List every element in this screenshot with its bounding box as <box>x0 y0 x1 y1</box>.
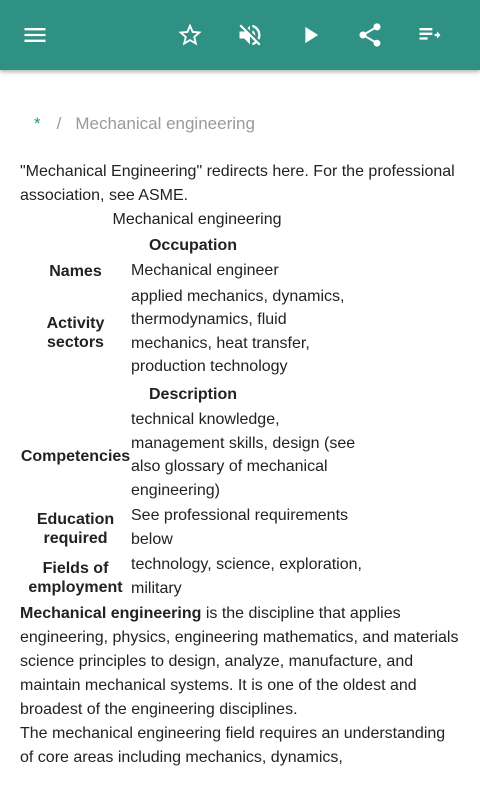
infobox-section-occupation: Occupation <box>148 236 237 254</box>
infobox-row <box>20 285 366 381</box>
play-icon[interactable] <box>290 15 330 55</box>
infobox-section-description: Description <box>148 385 237 403</box>
breadcrumb-home-link[interactable]: * <box>34 114 41 133</box>
breadcrumb <box>34 114 255 134</box>
infobox <box>20 208 366 602</box>
playlist-icon[interactable] <box>410 15 450 55</box>
infobox-row <box>20 408 366 504</box>
infobox-row <box>20 504 366 553</box>
infobox-value: technical knowledge, management skills, design (see also glossary of mechanical engineering) <box>131 411 356 499</box>
volume-off-icon[interactable] <box>230 15 270 55</box>
infobox-label: Activity sectors <box>46 314 105 351</box>
intro-paragraph <box>20 602 462 722</box>
hatnote: "Mechanical Engineering" redirects here. For the professional association, see ASME. <box>20 163 455 204</box>
app-toolbar <box>0 0 480 70</box>
infobox-label: Names <box>49 263 102 281</box>
intro-text: is the discipline that applies engineering, physics, engineering mathematics, and materials science principles to design, analyze, manufacture, and maintain mechanical systems. It is one of the oldest and broadest of the engineering disciplines. <box>20 605 459 718</box>
infobox-caption: Mechanical engineering <box>112 211 282 228</box>
infobox-label: Education required <box>36 510 115 547</box>
infobox-value: Mechanical engineer <box>131 262 279 279</box>
breadcrumb-current: Mechanical engineering <box>75 114 255 133</box>
infobox-row <box>20 553 366 602</box>
breadcrumb-separator: / <box>56 114 62 133</box>
infobox-value: technology, science, exploration, military <box>131 556 362 597</box>
infobox-row <box>20 259 366 285</box>
infobox-label: Fields of employment <box>28 559 123 596</box>
infobox-label: Competencies <box>20 447 131 465</box>
share-icon[interactable] <box>350 15 390 55</box>
paragraph: The mechanical engineering field requires an understanding of core areas including mechanics, dynamics, <box>20 725 446 766</box>
infobox-value: applied mechanics, dynamics, thermodynamics, fluid mechanics, heat transfer, production technology <box>131 287 345 375</box>
infobox-value: See professional requirements below <box>131 507 349 548</box>
intro-term: Mechanical engineering <box>20 605 202 622</box>
article-content <box>20 160 462 770</box>
menu-icon[interactable] <box>15 15 55 55</box>
star-outline-icon[interactable] <box>170 15 210 55</box>
